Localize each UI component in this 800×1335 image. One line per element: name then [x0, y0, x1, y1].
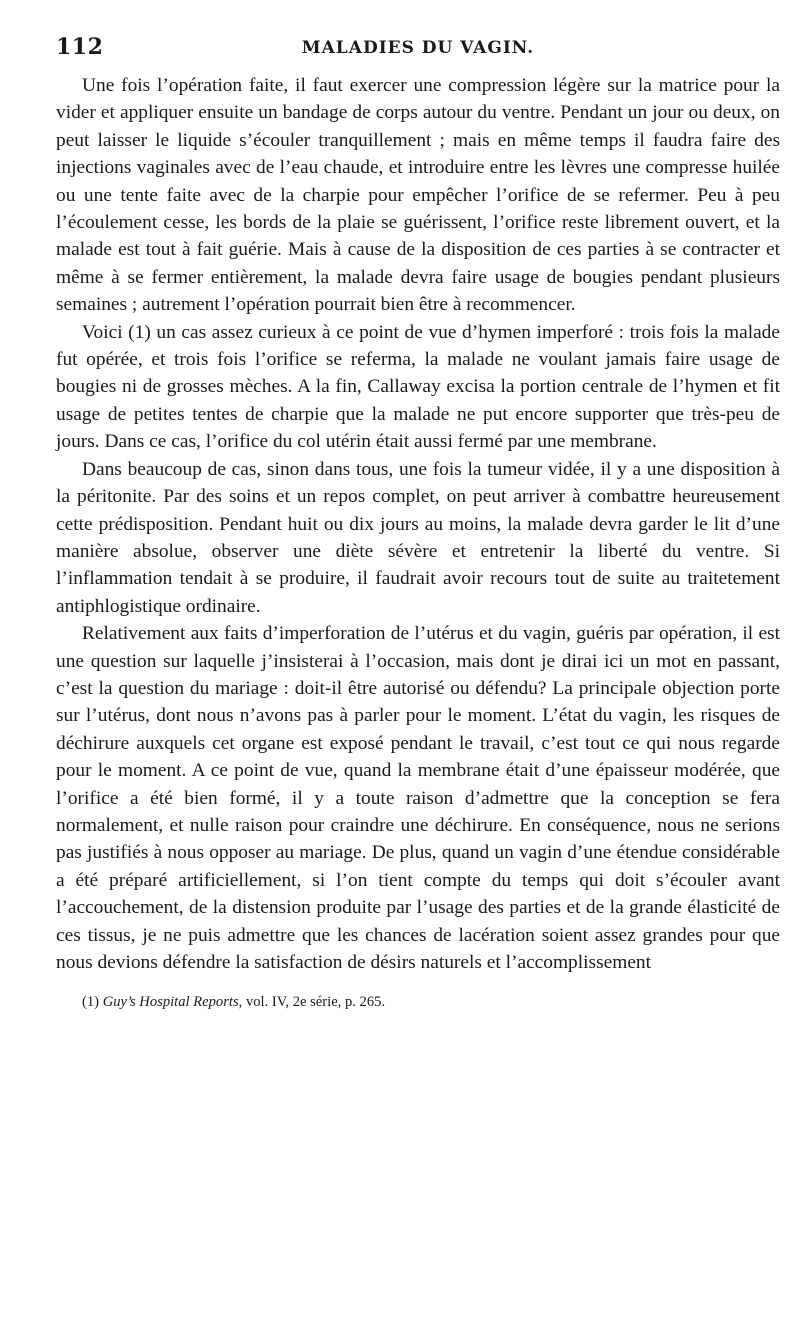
page-content [56, 34, 780, 1012]
paragraph: Relativement aux faits d’imperforation de l’utérus et du vagin, guéris par opération, il est une question sur laquelle j’insisterai à l’occasion, mais dont je dirai ici un mot en passant, c’est la question du mariage : doit-il être autorisé ou défendu? La principale objection porte sur l’utérus, dont nous n’avons pas à parler pour le moment. L’état du vagin, les risques de déchirure auxquels cet organe est exposé pendant le travail, c’est tout ce qui nous regarde pour le moment. A ce point de vue, quand la membrane était d’une épaisseur modérée, que l’orifice a été bien formé, il y a toute raison d’admettre que la conception se fera normalement, et nulle raison pour craindre une déchirure. En conséquence, nous ne serions pas justifiés à nous opposer au mariage. De plus, quand un vagin d’une étendue considérable a été préparé artificiellement, si l’on tient compte du temps qui doit s’écouler avant l’accouchement, de la distension produite par l’usage des parties et de la grande élasticité de ces tissus, je ne puis admettre que les chances de lacération soient assez grandes pour que nous devions défendre la satisfaction de désirs naturels et l’accomplissement [56, 623, 780, 973]
running-title: MALADIES DU VAGIN. [301, 38, 535, 58]
paragraph: Dans beaucoup de cas, sinon dans tous, une fois la tumeur vidée, il y a une disposition à la péritonite. Par des soins et un repos complet, on peut arriver à combattre heureusement cette prédisposition. Pendant huit ou dix jours au moins, la malade devra garder le lit d’une manière absolue, observer une diète sévère et entretenir la liberté du ventre. Si l’inflammation tendait à se produire, il faudrait avoir recours tout de suite au traitetement antiphlogistique ordinaire. [56, 458, 780, 617]
footnote-details: , vol. IV, 2e série, p. 265. [238, 994, 386, 1011]
footnote-source: Guy’s Hospital Reports [102, 994, 239, 1011]
page-number: 112 [56, 34, 104, 60]
footnote-marker: (1) [82, 994, 100, 1011]
paragraph: Voici (1) un cas assez curieux à ce point de vue d’hymen imperforé : trois fois la malade fut opérée, et trois fois l’orifice se referma, la malade ne voulant jamais faire usage de bougies ni de grosses mèches. A la fin, Callaway excisa la portion centrale de l’hymen et fit usage de petites tentes de charpie que la malade ne put encore supporter que très-peu de jours. Dans ce cas, l’orifice du col utérin était aussi fermé par une membrane. [56, 321, 780, 453]
footnote [56, 992, 780, 1012]
paragraph: Une fois l’opération faite, il faut exercer une compression légère sur la matrice pour la vider et appliquer ensuite un bandage de corps autour du ventre. Pendant un jour ou deux, on peut laisser le liquide s’écouler tranquillement ; mais en même temps il faudra faire des injections vaginales avec de l’eau chaude, et introduire entre les lèvres une compresse huilée ou une tente faite avec de la charpie pour empêcher l’orifice de se refermer. Peu à peu l’écoulement cesse, les bords de la plaie se guérissent, l’orifice reste librement ouvert, et la malade est tout à fait guérie. Mais à cause de la disposition de ces parties à se contracter et même à se fermer entièrement, la malade devra faire usage de bougies pendant plusieurs semaines ; autrement l’opération pourrait bien être à recommencer. [56, 75, 780, 316]
page-header [56, 34, 780, 64]
body-text [56, 72, 780, 976]
